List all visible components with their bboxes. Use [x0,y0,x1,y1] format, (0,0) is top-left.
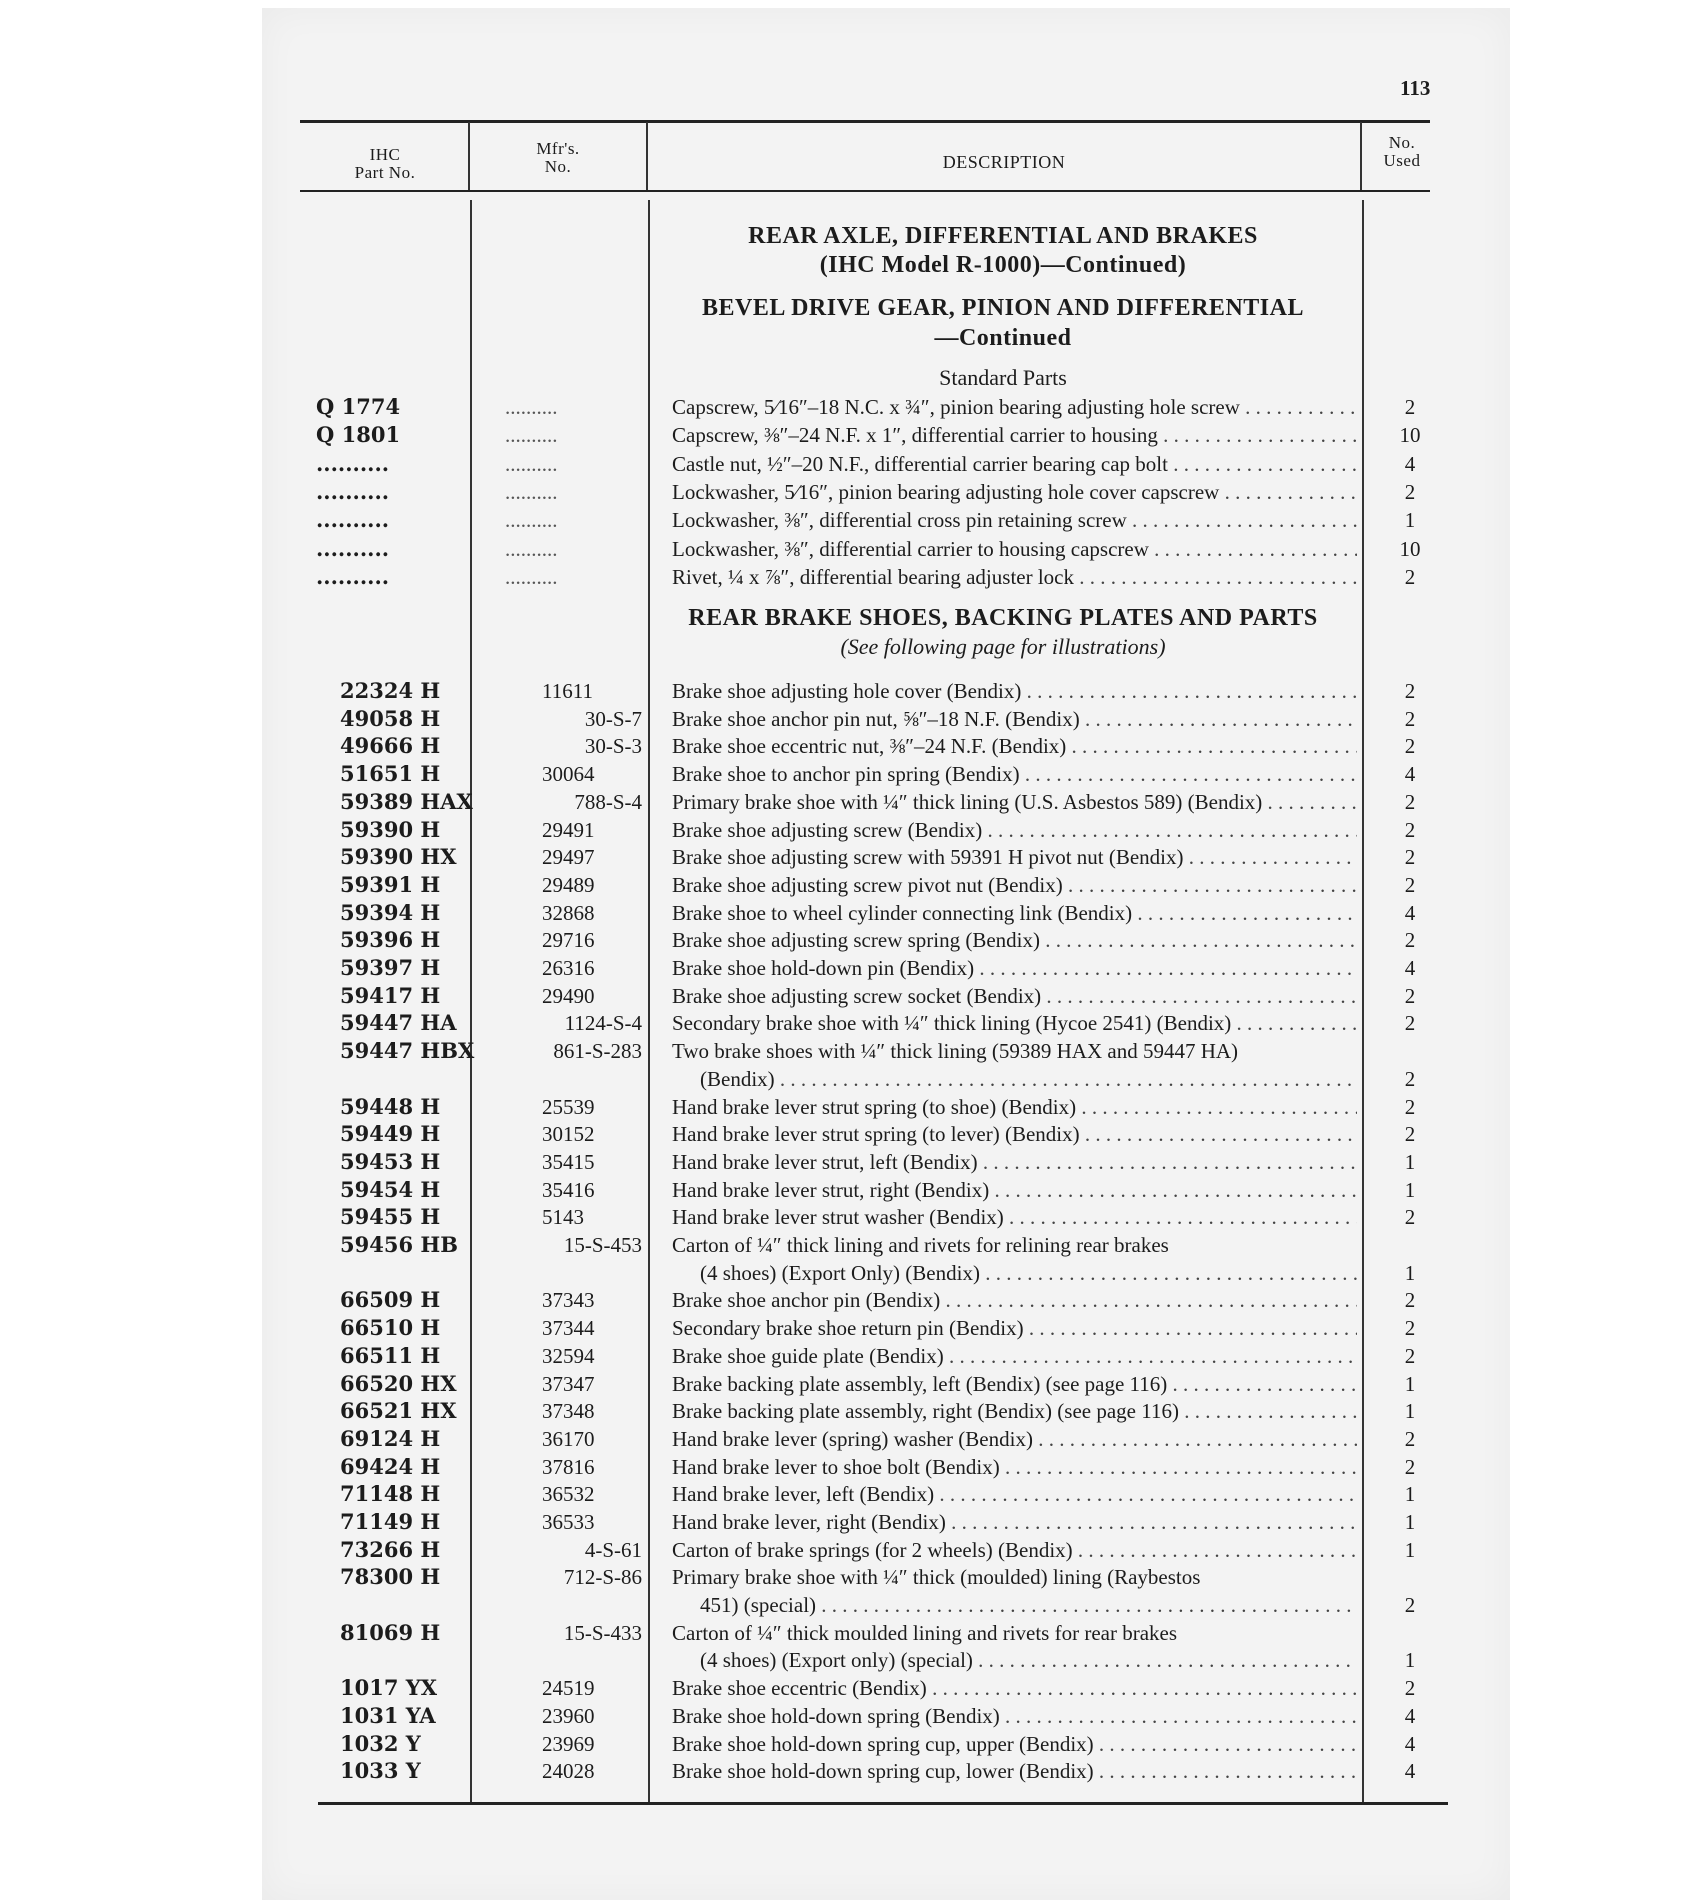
quantity-used: 4 [1404,900,1416,925]
ihc-part-number: 59417 H [340,982,441,1008]
quantity-used: 4 [1404,956,1416,980]
ihc-part-number: .......... [316,478,390,504]
ihc-part-number: 69124 H [340,1425,441,1451]
part-description: Hand brake lever to shoe bolt (Bendix) . . . [672,1453,1357,1481]
ihc-part-number: 59394 H [340,899,441,925]
header-divider [646,122,648,190]
quantity-used: 2 [1404,706,1416,731]
part-description: Capscrew, 5⁄16″–18 N.C. x ¾″, pinion bearing adjusting hole screw . . . [672,393,1357,421]
mfr-number: 37348 [542,1399,595,1424]
ihc-part-number: 59389 HAX [340,788,473,814]
mfr-number: 23969 [542,1731,595,1756]
header-no-used: No. Used [1383,133,1421,170]
part-description: Hand brake lever strut spring (to shoe) (Bendix) . . . [672,1093,1357,1121]
part-description: Carton of ¼″ thick moulded lining and rivets for rear brakes [672,1620,1178,1645]
part-description: Secondary brake shoe with ¼″ thick lining (Hycoe 2541) (Bendix) . . . [672,1009,1357,1037]
part-description: Hand brake lever, left (Bendix) . . . [672,1480,1357,1508]
part-description: Hand brake lever strut, right (Bendix) . . . [672,1176,1357,1204]
quantity-used: 2 [1404,928,1416,953]
quantity-used: 1 [1404,1371,1416,1396]
mfr-number: 24519 [542,1676,595,1701]
ihc-part-number: 66510 H [340,1315,441,1341]
standard-parts-label: Standard Parts [939,365,1067,390]
quantity-used: 2 [1404,1316,1416,1341]
part-description: Lockwasher, ⅜″, differential cross pin retaining screw . . . [672,506,1357,534]
header-bottom-rule [300,190,1430,192]
mfr-number: 29490 [542,983,595,1008]
quantity-used: 2 [1404,1094,1416,1119]
ihc-part-number: 59390 H [340,816,441,842]
quantity-used: 1 [1404,1648,1416,1673]
part-description: Rivet, ¼ x ⅞″, differential bearing adjuster lock . . . [672,563,1357,591]
mfr-number: 15-S-433 [563,1620,642,1645]
part-description: Primary brake shoe with ¼″ thick lining (U.S. Asbestos 589) (Bendix) . . . [672,788,1357,816]
ihc-part-number: 59454 H [340,1176,441,1202]
part-description: Brake shoe adjusting screw pivot nut (Bendix) . . . [672,871,1357,899]
quantity-used: 2 [1404,872,1416,897]
mfr-number: 32594 [542,1343,595,1368]
part-description: Hand brake lever (spring) washer (Bendix) . . . [672,1425,1357,1453]
part-description: Brake shoe to wheel cylinder connecting link (Bendix) . . . [672,899,1357,927]
quantity-used: 10 [1399,423,1421,448]
mfr-number: 29716 [542,928,595,953]
part-description-continued: (4 shoes) (Export only) (special) . . . [700,1646,1357,1674]
part-description: Carton of ¼″ thick lining and rivets for relining rear brakes [672,1233,1169,1257]
part-description: Brake shoe adjusting screw spring (Bendix) . . . [672,926,1357,954]
part-description: Brake shoe hold-down spring (Bendix) . . . [672,1702,1357,1730]
ihc-part-number: 1031 YA [340,1702,436,1728]
mfr-number: 37347 [542,1371,595,1396]
ihc-part-number: 22324 H [340,678,441,703]
quantity-used: 1 [1404,1149,1416,1174]
ihc-part-number: 59390 HX [340,844,457,870]
ihc-part-number: .......... [316,450,390,476]
mfr-number: 26316 [542,956,595,980]
mfr-number: 29497 [542,845,595,870]
ihc-part-number: 66511 H [340,1342,441,1368]
mfr-number: 37344 [542,1316,595,1341]
quantity-used: 2 [1404,1454,1416,1479]
part-description: Brake shoe eccentric nut, ⅜″–24 N.F. (Bendix) . . . [672,732,1357,760]
part-description: Two brake shoes with ¼″ thick lining (59389 HAX and 59447 HA) [672,1039,1239,1064]
mfr-number: .......... [505,508,558,533]
mfr-number: 36532 [542,1482,595,1507]
mfr-number: 35416 [542,1177,595,1202]
quantity-used: 2 [1404,1343,1416,1368]
brake-section-title: REAR BRAKE SHOES, BACKING PLATES AND PARTS [688,605,1318,631]
part-description: Brake shoe hold-down spring cup, upper (Bendix) . . . [672,1730,1357,1758]
mfr-number: 35415 [542,1149,595,1174]
ihc-part-number: 1017 YX [340,1675,438,1701]
quantity-used: 2 [1404,1066,1416,1091]
part-description-continued: (4 shoes) (Export Only) (Bendix) . . . [700,1259,1357,1287]
mfr-number: 37816 [542,1454,595,1479]
part-description: Brake shoe to anchor pin spring (Bendix) . . . [672,760,1357,788]
quantity-used: 2 [1404,395,1416,419]
quantity-used: 1 [1404,1399,1416,1424]
table-bottom-rule [318,1802,1448,1805]
mfr-number: 15-S-453 [563,1233,642,1257]
quantity-used: 1 [1404,1510,1416,1534]
mfr-number: 1124-S-4 [564,1011,642,1036]
ihc-part-number: 66520 HX [340,1370,457,1396]
quantity-used: 1 [1404,1260,1416,1285]
quantity-used: 2 [1404,679,1416,703]
part-description: Hand brake lever strut spring (to lever) (Bendix) . . . [672,1120,1357,1148]
ihc-part-number: 71149 H [340,1509,441,1534]
ihc-part-number: 81069 H [340,1619,441,1645]
quantity-used: 2 [1404,1205,1416,1230]
part-description: Brake shoe hold-down spring cup, lower (Bendix) . . . [672,1757,1357,1785]
ihc-part-number: 78300 H [340,1564,441,1590]
mfr-number: 11611 [542,679,593,703]
ihc-part-number: 1033 Y [340,1758,421,1784]
mfr-number: .......... [505,395,558,419]
mfr-number: 712-S-86 [563,1565,642,1590]
mfr-number: 861-S-283 [553,1039,642,1064]
part-description: Brake shoe eccentric (Bendix) . . . [672,1674,1357,1702]
quantity-used: 2 [1404,734,1416,759]
subsection-continued: —Continued [934,325,1072,351]
mfr-number: .......... [505,451,558,476]
part-description: Lockwasher, 5⁄16″, pinion bearing adjusting hole cover capscrew . . . [672,478,1357,506]
quantity-used: 2 [1404,1122,1416,1147]
quantity-used: 4 [1404,762,1416,787]
column-divider [1362,200,1364,1802]
ihc-part-number: 59391 H [340,871,441,897]
part-description: Brake shoe hold-down pin (Bendix) . . . [672,954,1357,982]
ihc-part-number: 1032 Y [340,1730,421,1756]
quantity-used: 2 [1404,564,1416,589]
mfr-number: 30064 [542,762,595,787]
ihc-part-number: 49666 H [340,733,441,759]
mfr-number: 32868 [542,900,595,925]
mfr-number: 30-S-7 [584,706,642,731]
quantity-used: 2 [1404,1593,1416,1618]
ihc-part-number: 66509 H [340,1287,441,1313]
ihc-part-number: 66521 HX [340,1398,457,1424]
part-description: Castle nut, ½″–20 N.F., differential carrier bearing cap bolt . . . [672,450,1357,478]
quantity-used: 2 [1404,1426,1416,1451]
section-title-model: (IHC Model R-1000)—Continued) [819,252,1187,278]
quantity-used: 1 [1404,1482,1416,1507]
subsection-title: BEVEL DRIVE GEAR, PINION AND DIFFERENTIAL [702,295,1304,321]
quantity-used: 4 [1404,1731,1416,1756]
header-ihc-part: IHC Part No. [354,145,416,182]
quantity-used: 2 [1404,1676,1416,1701]
header-mfr-no: Mfr's. No. [536,139,580,176]
part-description: Hand brake lever, right (Bendix) . . . [672,1508,1357,1536]
part-description: Brake shoe adjusting screw with 59391 H pivot nut (Bendix) . . . [672,843,1357,871]
ihc-part-number: 59396 H [340,927,441,953]
mfr-number: 5143 [542,1205,584,1230]
quantity-used: 10 [1399,536,1421,561]
mfr-number: 23960 [542,1703,595,1728]
ihc-part-number: Q 1774 [316,394,401,419]
part-description: Hand brake lever strut, left (Bendix) . . . [672,1148,1357,1176]
mfr-number: .......... [505,564,558,589]
ihc-part-number: 59447 HA [340,1010,457,1036]
quantity-used: 1 [1404,1177,1416,1202]
ihc-part-number: .......... [316,563,390,589]
quantity-used: 2 [1404,789,1416,814]
part-description: Brake backing plate assembly, right (Bendix) (see page 116) . . . [672,1397,1357,1425]
mfr-number: .......... [505,479,558,504]
header-divider [468,122,470,190]
mfr-number: 36170 [542,1426,595,1451]
mfr-number: 29491 [542,817,595,842]
part-description: Primary brake shoe with ¼″ thick (moulded) lining (Raybestos [672,1565,1201,1590]
quantity-used: 4 [1404,1759,1416,1784]
ihc-part-number: 49058 H [340,705,441,731]
ihc-part-number: 59455 H [340,1204,441,1230]
ihc-part-number: 71148 H [340,1481,441,1507]
ihc-part-number: 59449 H [340,1121,441,1147]
ihc-part-number: Q 1801 [316,422,401,448]
ihc-part-number: .......... [316,507,390,533]
part-description: Brake shoe adjusting hole cover (Bendix) . . . [672,677,1357,705]
mfr-number: 30-S-3 [584,734,642,759]
ihc-part-number: 73266 H [340,1536,441,1562]
ihc-part-number: .......... [316,535,390,561]
ihc-part-number: 59453 H [340,1148,441,1174]
mfr-number: 30152 [542,1122,595,1147]
section-title: REAR AXLE, DIFFERENTIAL AND BRAKES [748,223,1258,249]
mfr-number: .......... [505,536,558,561]
part-description: Brake backing plate assembly, left (Bendix) (see page 116) . . . [672,1370,1357,1398]
mfr-number: 788-S-4 [574,789,642,814]
header-description: DESCRIPTION [942,152,1066,172]
mfr-number: 25539 [542,1094,595,1119]
quantity-used: 2 [1404,1288,1416,1313]
mfr-number: 4-S-61 [584,1537,642,1562]
mfr-number: 29489 [542,872,595,897]
part-description: Lockwasher, ⅜″, differential carrier to housing capscrew . . . [672,535,1357,563]
quantity-used: 2 [1404,817,1416,842]
quantity-used: 2 [1404,845,1416,870]
part-description: Brake shoe guide plate (Bendix) . . . [672,1342,1357,1370]
quantity-used: 2 [1404,1011,1416,1036]
part-description: Brake shoe adjusting screw (Bendix) . . . [672,816,1357,844]
part-description: Brake shoe anchor pin nut, ⅝″–18 N.F. (Bendix) . . . [672,705,1357,733]
mfr-number: 37343 [542,1288,595,1313]
mfr-number: 36533 [542,1510,595,1534]
quantity-used: 2 [1404,983,1416,1008]
ihc-part-number: 59456 HB [340,1232,458,1257]
part-description: Brake shoe adjusting screw socket (Bendix) . . . [672,982,1357,1010]
ihc-part-number: 59448 H [340,1093,441,1119]
quantity-used: 1 [1404,1537,1416,1562]
ihc-part-number: 59447 HBX [340,1038,475,1064]
quantity-used: 2 [1404,479,1416,504]
quantity-used: 4 [1404,1703,1416,1728]
ihc-part-number: 51651 H [340,761,441,787]
quantity-used: 1 [1404,508,1416,533]
part-description: Capscrew, ⅜″–24 N.F. x 1″, differential carrier to housing . . . [672,421,1357,449]
part-description-continued: 451) (special) . . . [700,1591,1357,1619]
mfr-number: 24028 [542,1759,595,1784]
ihc-part-number: 59397 H [340,955,441,980]
part-description: Brake shoe anchor pin (Bendix) . . . [672,1286,1357,1314]
ihc-part-number: 69424 H [340,1453,441,1479]
brake-section-note: (See following page for illustrations) [840,634,1166,659]
part-description-continued: (Bendix) . . . [700,1065,1357,1093]
part-description: Carton of brake springs (for 2 wheels) (Bendix) . . . [672,1536,1357,1564]
quantity-used: 4 [1404,451,1416,476]
mfr-number: .......... [505,423,558,448]
page-number: 113 [1400,76,1431,100]
part-description: Secondary brake shoe return pin (Bendix) . . . [672,1314,1357,1342]
part-description: Hand brake lever strut washer (Bendix) . . . [672,1203,1357,1231]
